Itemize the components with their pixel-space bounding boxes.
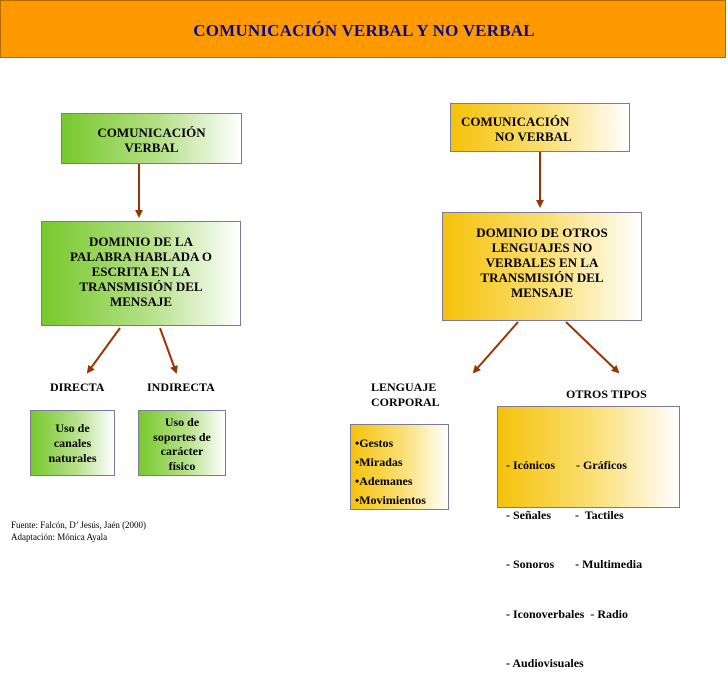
- indirecta-box-line: físico: [168, 458, 196, 473]
- comunicacion-verbal-box: [61, 113, 242, 164]
- dominio-no-verbal-box: [442, 212, 642, 321]
- otros-item: - Señales - Tactiles: [506, 507, 624, 522]
- otros-item: - Icónicos - Gráficos: [506, 458, 627, 472]
- otros-item: - Iconoverbales - Radio: [506, 606, 628, 621]
- dominio-no-verbal-line: DOMINIO DE OTROS: [476, 225, 608, 240]
- corporal-item: •Movimientos: [355, 493, 426, 507]
- dominio-verbal-line: PALABRA HABLADA O: [69, 249, 213, 264]
- arrow-lenguaje: [474, 322, 518, 372]
- corporal-item: •Ademanes: [355, 474, 413, 488]
- dominio-verbal-line: ESCRITA EN LA: [91, 264, 191, 279]
- otros-item: - Sonoros - Multimedia: [506, 557, 643, 571]
- corporal-item: •Miradas: [355, 455, 403, 469]
- otros-tipos-box: [497, 406, 680, 670]
- indirecta-box-line: Uso de: [164, 415, 200, 429]
- lenguaje-corporal-label: [371, 380, 440, 410]
- lenguaje-label-line: LENGUAJE: [371, 380, 437, 394]
- page-title: COMUNICACIÓN VERBAL Y NO VERBAL: [193, 21, 535, 40]
- dominio-no-verbal-line: MENSAJE: [510, 285, 574, 300]
- directa-box: [30, 410, 115, 476]
- indirecta-box-line: carácter: [160, 444, 204, 458]
- arrow-indirecta: [160, 328, 176, 372]
- no-verbal-box-line: NO VERBAL: [495, 129, 572, 144]
- directa-box-line: naturales: [48, 451, 97, 465]
- directa-box-line: canales: [53, 436, 92, 450]
- otros-item: - Audiovisuales: [506, 656, 584, 670]
- footer-source: Fuente: Falcón, D’ Jesús, Jaén (2000): [11, 520, 147, 530]
- no-verbal-box-line: COMUNICACIÓN: [461, 114, 570, 129]
- dominio-verbal-line: TRANSMISIÓN DEL: [79, 279, 203, 294]
- lenguaje-label-line: CORPORAL: [371, 395, 440, 409]
- dominio-verbal-line: DOMINIO DE LA: [88, 234, 193, 249]
- corporal-item: •Gestos: [355, 436, 394, 450]
- directa-label: DIRECTA: [50, 380, 105, 394]
- directa-box-line: Uso de: [55, 421, 90, 435]
- dominio-no-verbal-line: LENGUAJES NO: [491, 240, 593, 255]
- verbal-box-line: VERBAL: [124, 140, 179, 155]
- footer-adaptation: Adaptación: Mónica Ayala: [11, 532, 108, 542]
- indirecta-label: INDIRECTA: [147, 380, 215, 394]
- arrow-directa: [88, 328, 120, 372]
- indirecta-box-line: soportes de: [153, 429, 211, 444]
- arrow-otros: [566, 322, 618, 372]
- otros-tipos-label: OTROS TIPOS: [566, 387, 647, 401]
- dominio-no-verbal-line: VERBALES EN LA: [485, 255, 599, 270]
- dominio-verbal-line: MENSAJE: [109, 294, 173, 309]
- dominio-verbal-box: [41, 221, 241, 326]
- lenguaje-corporal-box: [350, 424, 449, 510]
- dominio-no-verbal-line: TRANSMISIÓN DEL: [480, 270, 604, 285]
- comunicacion-no-verbal-box: [450, 103, 630, 152]
- verbal-box-line: COMUNICACIÓN: [97, 125, 206, 140]
- indirecta-box: [138, 410, 226, 476]
